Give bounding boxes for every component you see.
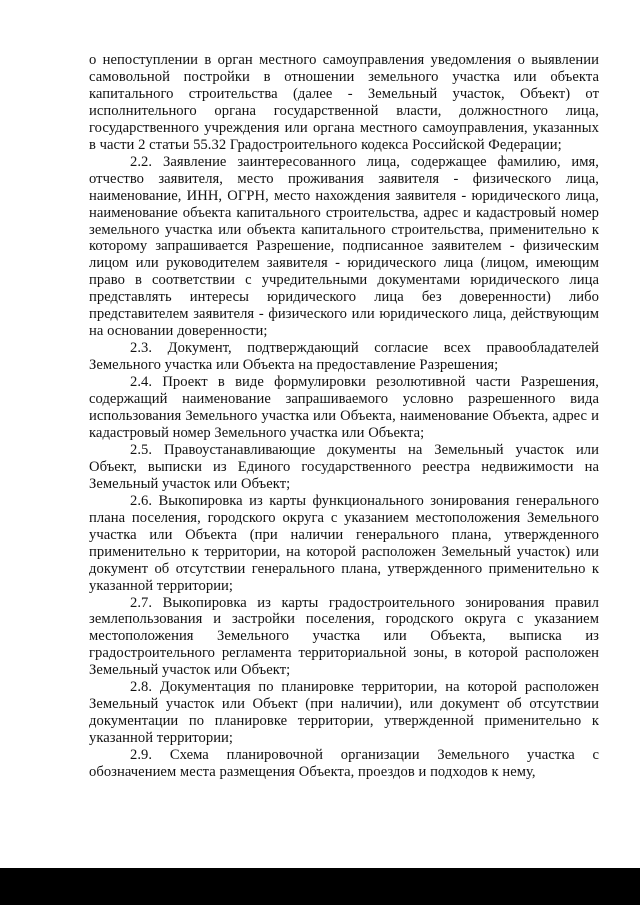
paragraph-2-4: 2.4. Проект в виде формулировки резолютивной части Разрешения, содержащий наименование запрашиваемого условно разрешенного вида использования Земельного участка или Объекта, наименование Объекта, адрес и кадастровый номер Земельного участка или Объекта; bbox=[89, 374, 599, 441]
paragraph-2-7: 2.7. Выкопировка из карты градостроительного зонирования правил землепользования и застройки поселения, городского округа с указанием местоположения Земельного участка или Объекта, выписка из градостроительного регламента территориальной зоны, в которой расположен Земельный участок или Объект; bbox=[89, 594, 599, 679]
paragraph-2-5: 2.5. Правоустанавливающие документы на Земельный участок или Объект, выписки из Единого государственного реестра недвижимости на Земельный участок или Объект; bbox=[89, 441, 599, 492]
document-body bbox=[89, 52, 599, 781]
paragraph-2-3: 2.3. Документ, подтверждающий согласие всех правообладателей Земельного участка или Объекта на предоставление Разрешения; bbox=[89, 340, 599, 374]
paragraph-2-9: 2.9. Схема планировочной организации Земельного участка с обозначением места размещения Объекта, проездов и подходов к нему, bbox=[89, 747, 599, 781]
scan-border-bar bbox=[0, 868, 640, 905]
paragraph-2-8: 2.8. Документация по планировке территории, на которой расположен Земельный участок или Объект (при наличии), или документ об отсутствии документации по планировке территории, утвержденной применительно к указанной территории; bbox=[89, 679, 599, 747]
paragraph-continuation: о непоступлении в орган местного самоуправления уведомления о выявлении самовольной постройки в отношении земельного участка или объекта капитального строительства (далее - Земельный участок, Объект) от исполнительного органа государственной власти, должностного лица, государственного учреждения или органа местного самоуправления, указанных в части 2 статьи 55.32 Градостроительного кодекса Российской Федерации; bbox=[89, 52, 599, 153]
paragraph-2-2: 2.2. Заявление заинтересованного лица, содержащее фамилию, имя, отчество заявителя, место проживания заявителя - физического лица, наименование, ИНН, ОГРН, место нахождения заявителя - юридического лица, наименование объекта капитального строительства, адрес и кадастровый номер земельного участка или объекта капитального строительства, применительно к которому запрашивается Разрешение, подписанное заявителем - физическим лицом или руководителем заявителя - юридического лица (лицом, имеющим право в соответствии с учредительными документами юридического лица представлять интересы юридического лица без доверенности) либо представителем заявителя - физического или юридического лица, действующим на основании доверенности; bbox=[89, 153, 599, 340]
paragraph-2-6: 2.6. Выкопировка из карты функционального зонирования генерального плана поселения, городского округа с указанием местоположения Земельного участка или Объекта (при наличии генерального плана, утвержденного применительно к территории, на которой расположен Земельный участок) или документ об отсутствии генерального плана, утвержденного применительно к указанной территории; bbox=[89, 492, 599, 594]
